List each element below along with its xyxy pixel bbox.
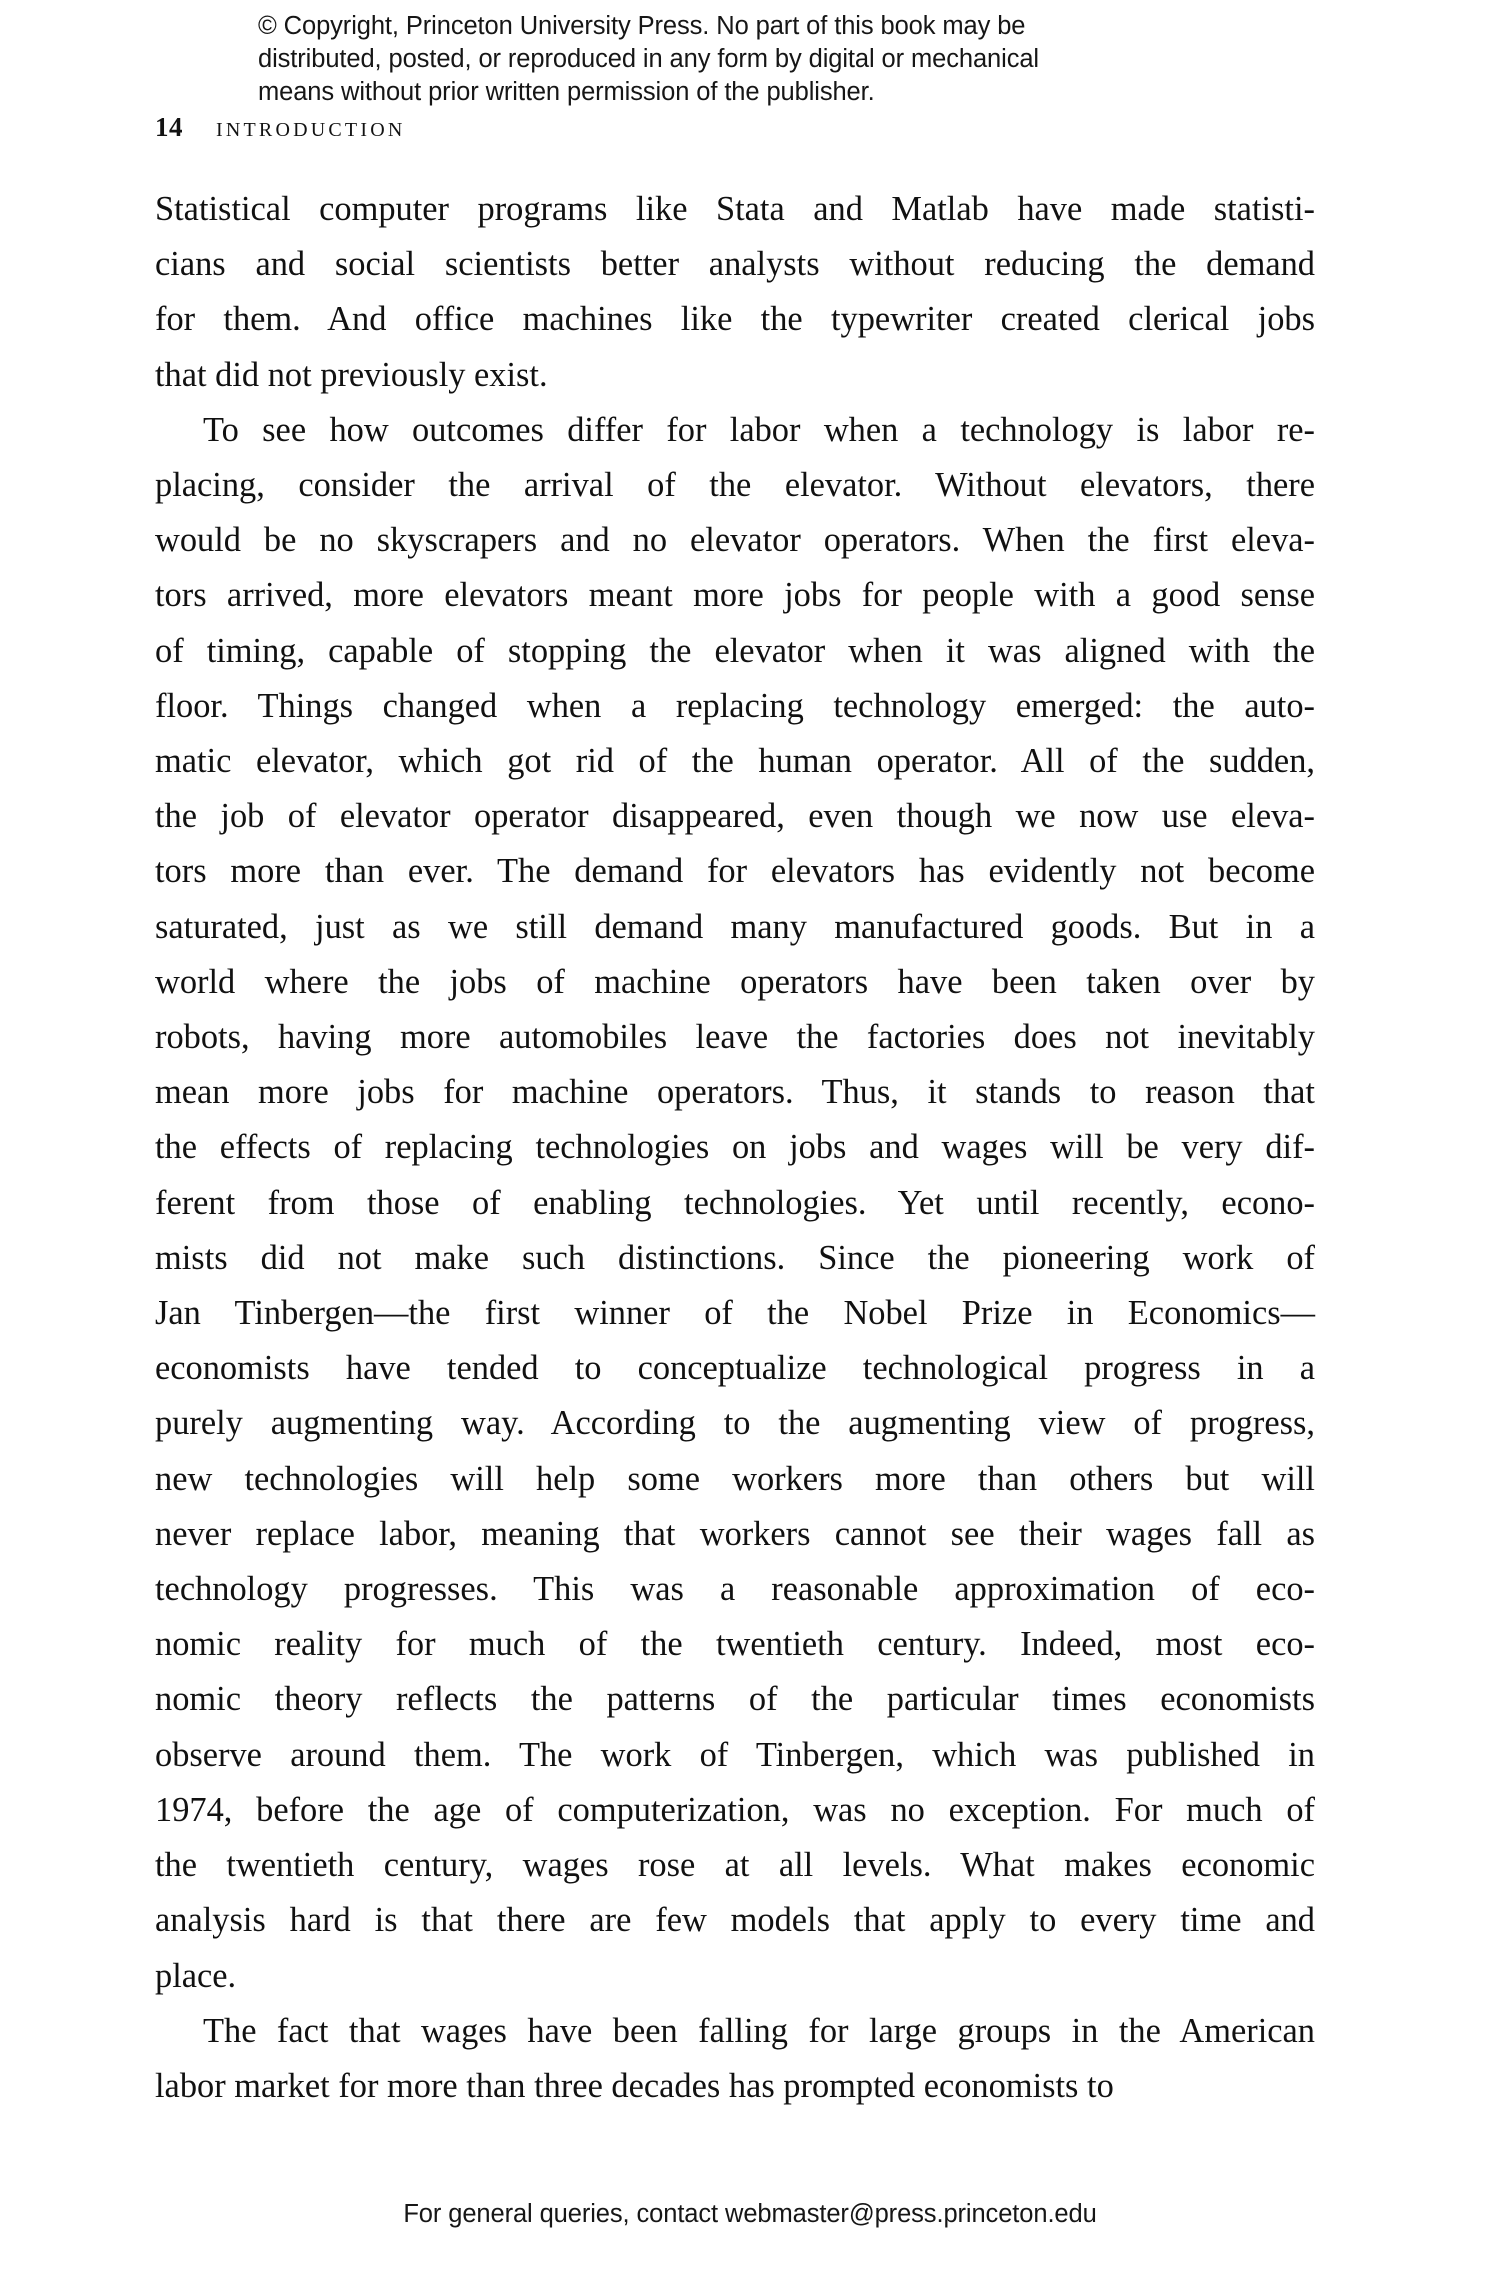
text-line: cians and social scientists better analysts without reducing the demand (155, 245, 1315, 284)
text-line: purely augmenting way. According to the augmenting view of progress, (155, 1404, 1315, 1443)
text-line: the job of elevator operator disappeared, even though we now use eleva- (155, 797, 1315, 836)
text-line: of timing, capable of stopping the elevator when it was aligned with the (155, 631, 1315, 670)
text-line: Jan Tinbergen—the first winner of the Nobel Prize in Economics— (155, 1294, 1315, 1333)
text-line: 1974, before the age of computerization, was no exception. For much of (155, 1790, 1315, 1829)
text-line: floor. Things changed when a replacing technology emerged: the auto- (155, 686, 1315, 725)
text-line: ferent from those of enabling technologies. Yet until recently, econo- (155, 1183, 1315, 1222)
text-line: economists have tended to conceptualize technological progress in a (155, 1349, 1315, 1388)
copyright-notice (258, 10, 1268, 109)
text-line: placing, consider the arrival of the elevator. Without elevators, there (155, 466, 1315, 505)
text-line: for them. And office machines like the typewriter created clerical jobs (155, 300, 1315, 339)
text-line: The fact that wages have been falling for large groups in the American (203, 2011, 1315, 2050)
text-line: robots, having more automobiles leave the factories does not inevitably (155, 1018, 1315, 1057)
text-line: the twentieth century, wages rose at all levels. What makes economic (155, 1846, 1315, 1885)
text-line: world where the jobs of machine operators have been taken over by (155, 962, 1315, 1001)
text-line: new technologies will help some workers more than others but will (155, 1459, 1315, 1498)
copyright-notice-line-3: means without prior written permission of the publisher. (258, 78, 875, 106)
text-line: mean more jobs for machine operators. Thus, it stands to reason that (155, 1073, 1315, 1112)
text-line: technology progresses. This was a reasonable approximation of eco- (155, 1570, 1315, 1609)
text-line: tors arrived, more elevators meant more jobs for people with a good sense (155, 576, 1315, 615)
copyright-notice-line-2: distributed, posted, or reproduced in any form by digital or mechanical (258, 45, 1039, 73)
chapter-title: INTRODUCTION (216, 119, 406, 141)
text-line: Statistical computer programs like Stata and Matlab have made statisti- (155, 190, 1315, 228)
text-line: analysis hard is that there are few models that apply to every time and (155, 1901, 1315, 1940)
copyright-notice-line-1: © Copyright, Princeton University Press. No part of this book may be (258, 12, 1026, 40)
text-line: labor market for more than three decades has prompted economists to (155, 2066, 1114, 2105)
text-line: matic elevator, which got rid of the human operator. All of the sudden, (155, 742, 1315, 781)
page-number: 14 (155, 112, 183, 142)
text-line: the effects of replacing technologies on jobs and wages will be very dif- (155, 1128, 1315, 1167)
paragraph-statistical-programs (155, 182, 1315, 403)
text-line: nomic theory reflects the patterns of the particular times economists (155, 1680, 1315, 1719)
text-line: saturated, just as we still demand many manufactured goods. But in a (155, 907, 1315, 946)
body-text (155, 182, 1315, 2114)
footer-query-note: For general queries, contact webmaster@press.princeton.edu (403, 2200, 1097, 2228)
text-line: tors more than ever. The demand for elevators has evidently not become (155, 852, 1315, 891)
text-line: would be no skyscrapers and no elevator operators. When the first eleva- (155, 521, 1315, 560)
text-line: nomic reality for much of the twentieth century. Indeed, most eco- (155, 1625, 1315, 1664)
text-line: that did not previously exist. (155, 355, 548, 394)
text-line: observe around them. The work of Tinbergen, which was published in (155, 1735, 1315, 1774)
text-line: mists did not make such distinctions. Since the pioneering work of (155, 1238, 1315, 1277)
running-head (155, 112, 406, 143)
paragraph-falling-wages (155, 2004, 1315, 2114)
text-line: place. (155, 1956, 237, 1995)
text-line: To see how outcomes differ for labor when a technology is labor re- (203, 410, 1315, 449)
paragraph-elevator-labor-replacing (155, 403, 1315, 2004)
text-line: never replace labor, meaning that workers cannot see their wages fall as (155, 1514, 1315, 1553)
